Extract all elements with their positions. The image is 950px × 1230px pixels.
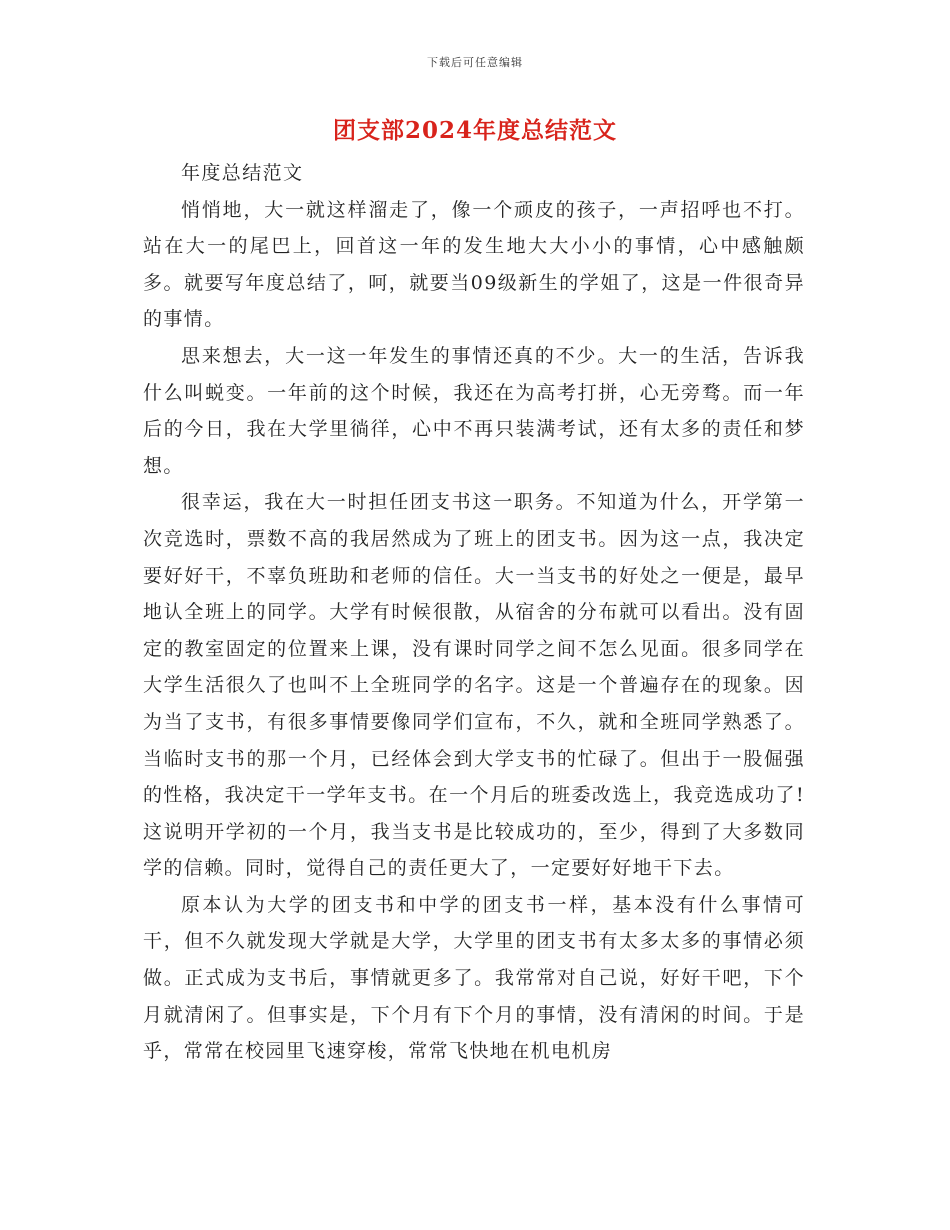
paragraph-3: 很幸运，我在大一时担任团支书这一职务。不知道为什么，开学第一次竞选时，票数不高的我居然成为了班上的团支书。因为这一点，我决定要好好干，不辜负班助和老师的信任。大一当支书的好处之一便是，最早地认全班上的同学。大学有时候很散，从宿舍的分布就可以看出。没有固定的教室固定的位置来上课，没有课时同学之间不怎么见面。很多同学在大学生活很久了也叫不上全班同学的名字。这是一个普遍存在的现象。因为当了支书，有很多事情要像同学们宣布，不久，就和全班同学熟悉了。当临时支书的那一个月，已经体会到大学支书的忙碌了。但出于一股倔强的性格，我决定干一学年支书。在一个月后的班委改选上，我竞选成功了!这说明开学初的一个月，我当支书是比较成功的，至少，得到了大多数同学的信赖。同时，觉得自己的责任更大了，一定要好好地干下去。	[143, 491, 805, 880]
document-title: 团支部2024年度总结范文	[332, 117, 617, 144]
paragraph-4: 原本认为大学的团支书和中学的团支书一样，基本没有什么事情可干，但不久就发现大学就是大学，大学里的团支书有太多太多的事情必须做。正式成为支书后，事情就更多了。我常常对自己说，好好干吧，下个月就清闲了。但事实是，下个月有下个月的事情，没有清闲的时间。于是乎，常常在校园里飞速穿梭，常常飞快地在机电机房	[143, 893, 805, 1063]
paragraph-1: 悄悄地，大一就这样溜走了，像一个顽皮的孩子，一声招呼也不打。站在大一的尾巴上，回首这一年的发生地大大小小的事情，心中感触颇多。就要写年度总结了，呵，就要当09级新生的学姐了，这是一件很奇异的事情。	[143, 198, 805, 331]
paragraph-subtitle: 年度总结范文	[181, 162, 304, 184]
document-body	[143, 155, 805, 1070]
paragraph-2: 思来想去，大一这一年发生的事情还真的不少。大一的生活，告诉我什么叫蜕变。一年前的这个时候，我还在为高考打拼，心无旁骛。而一年后的今日，我在大学里徜徉，心中不再只装满考试，还有太多的责任和梦想。	[143, 344, 805, 477]
header-note: 下载后可任意编辑	[427, 56, 523, 69]
